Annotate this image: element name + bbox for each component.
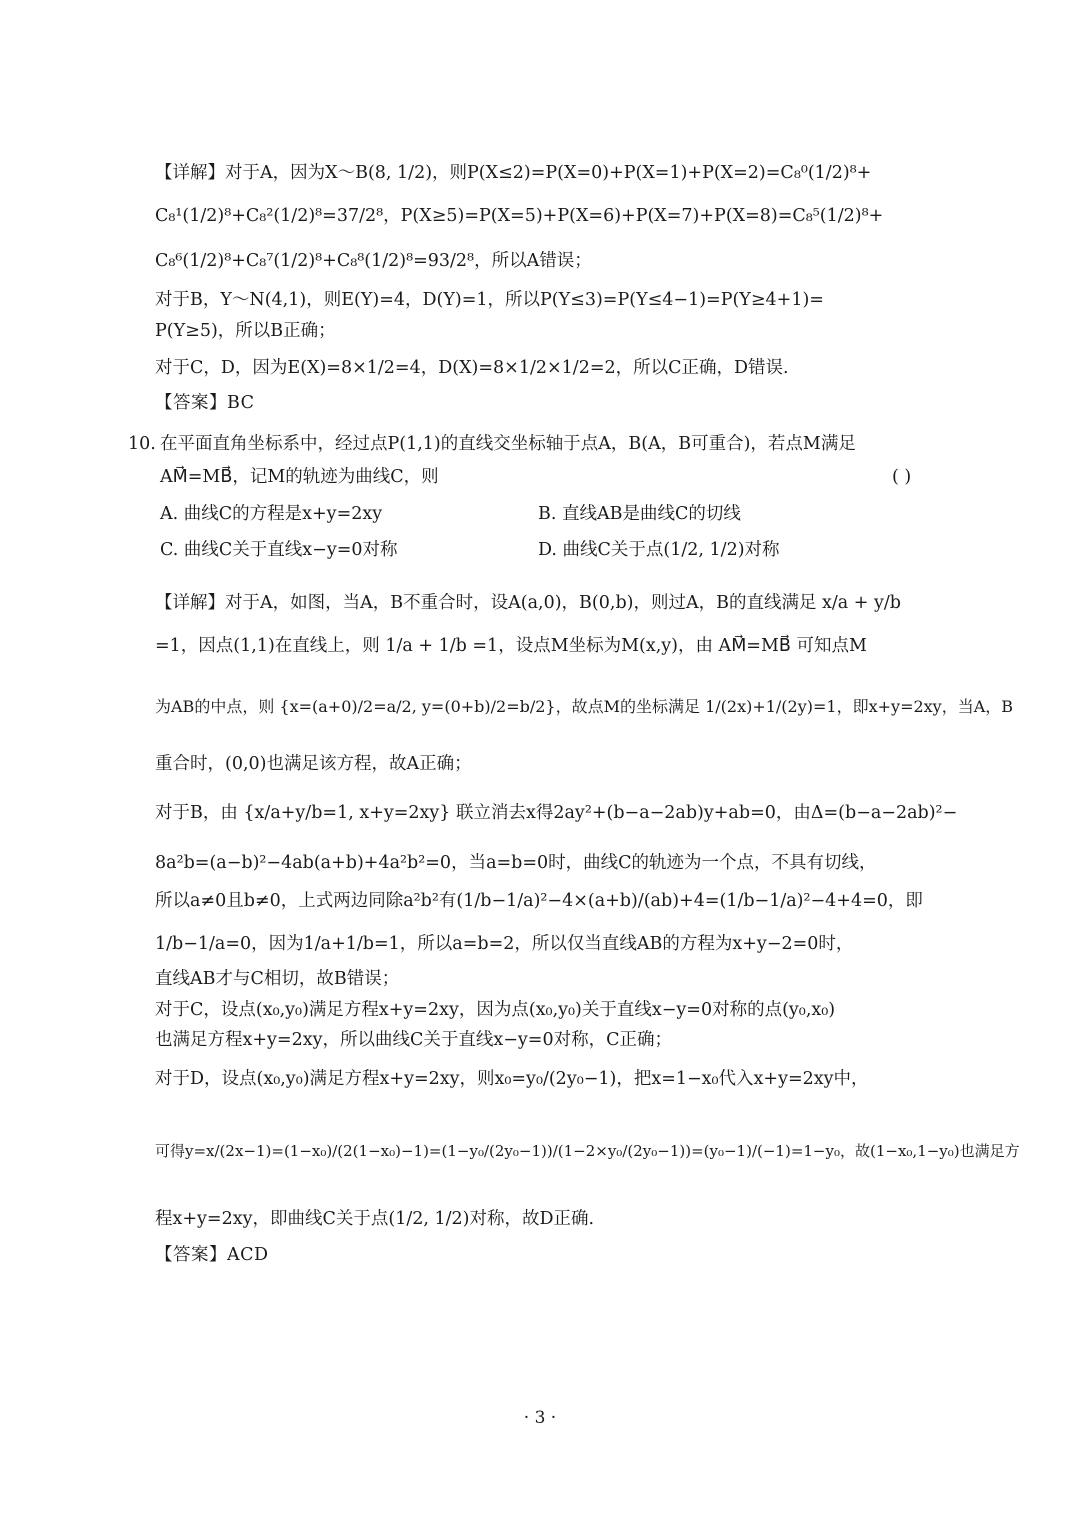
- q10-stem-line-2: AM⃗=MB⃗，记M的轨迹为曲线C，则: [160, 467, 439, 487]
- q9-detail-line-6: 对于C，D，因为E(X)=8×1/2=4，D(X)=8×1/2×1/2=2，所以C正确，D错误.: [155, 358, 789, 378]
- q10-detail-line-5: 对于B，由 {x/a+y/b=1, x+y=2xy} 联立消去x得2ay²+(b−a−2ab)y+ab=0，由Δ=(b−a−2ab)²−: [155, 803, 958, 823]
- q9-detail-line-2: C₈¹(1/2)⁸+C₈²(1/2)⁸=37/2⁸，P(X≥5)=P(X=5)+P(X=6)+P(X=7)+P(X=8)=C₈⁵(1/2)⁸+: [155, 206, 884, 226]
- q10-detail-line-10: 对于C，设点(x₀,y₀)满足方程x+y=2xy，因为点(x₀,y₀)关于直线x−y=0对称的点(y₀,x₀): [155, 1000, 836, 1020]
- q10-number: 10.: [128, 434, 156, 454]
- q10-detail-line-1: 【详解】对于A，如图，当A，B不重合时，设A(a,0)，B(0,b)，则过A，B的直线满足 x/a + y/b: [155, 593, 902, 613]
- q9-answer: 【答案】BC: [155, 393, 255, 413]
- q10-stem-line-1: 在平面直角坐标系中，经过点P(1,1)的直线交坐标轴于点A，B(A，B可重合)，若点M满足: [160, 434, 856, 454]
- q9-detail-line-4: 对于B，Y～N(4,1)，则E(Y)=4，D(Y)=1，所以P(Y≤3)=P(Y≤4−1)=P(Y≥4+1)=: [155, 290, 824, 310]
- q10-detail-line-6: 8a²b=(a−b)²−4ab(a+b)+4a²b²=0，当a=b=0时，曲线C的轨迹为一个点，不具有切线，: [155, 853, 877, 873]
- q10-detail-line-14: 程x+y=2xy，即曲线C关于点(1/2, 1/2)对称，故D正确.: [155, 1209, 595, 1229]
- q9-detail-line-5: P(Y≥5)，所以B正确；: [155, 321, 336, 341]
- option-c: C. 曲线C关于直线x−y=0对称: [160, 540, 398, 560]
- page-number: · 3 ·: [523, 1408, 557, 1428]
- answer-blank: ( ): [892, 467, 912, 487]
- q10-detail-line-4: 重合时，(0,0)也满足该方程，故A正确；: [155, 754, 472, 774]
- q10-detail-line-13: 可得y=x/(2x−1)=(1−x₀)/(2(1−x₀)−1)=(1−y₀/(2y₀−1))/(1−2×y₀/(2y₀−1))=(y₀−1)/(−1)=1−y₀，故(1−x₀,1−y₀)也满足方: [155, 1142, 1020, 1160]
- option-a: A. 曲线C的方程是x+y=2xy: [160, 504, 383, 524]
- q10-detail-line-12: 对于D，设点(x₀,y₀)满足方程x+y=2xy，则x₀=y₀/(2y₀−1)，把x=1−x₀代入x+y=2xy中，: [155, 1069, 869, 1089]
- q9-detail-line-1: 【详解】对于A，因为X～B(8, 1/2)，则P(X≤2)=P(X=0)+P(X=1)+P(X=2)=C₈⁰(1/2)⁸+: [155, 163, 872, 183]
- option-b: B. 直线AB是曲线C的切线: [538, 504, 741, 524]
- q10-detail-line-8: 1/b−1/a=0，因为1/a+1/b=1，所以a=b=2，所以仅当直线AB的方程为x+y−2=0时，: [155, 934, 854, 954]
- q9-detail-line-3: C₈⁶(1/2)⁸+C₈⁷(1/2)⁸+C₈⁸(1/2)⁸=93/2⁸，所以A错误；: [155, 251, 592, 271]
- q10-detail-line-9: 直线AB才与C相切，故B错误；: [155, 969, 400, 989]
- q10-answer: 【答案】ACD: [155, 1245, 269, 1265]
- q10-detail-line-2: =1，因点(1,1)在直线上，则 1/a + 1/b =1，设点M坐标为M(x,y)，由 AM⃗=MB⃗ 可知点M: [155, 636, 867, 656]
- q10-detail-line-3: 为AB的中点，则 {x=(a+0)/2=a/2, y=(0+b)/2=b/2}，故点M的坐标满足 1/(2x)+1/(2y)=1，即x+y=2xy，当A，B: [155, 697, 1014, 716]
- q10-detail-line-7: 所以a≠0且b≠0，上式两边同除a²b²有(1/b−1/a)²−4×(a+b)/(ab)+4=(1/b−1/a)²−4+4=0，即: [155, 891, 923, 911]
- q10-detail-line-11: 也满足方程x+y=2xy，所以曲线C关于直线x−y=0对称，C正确；: [155, 1030, 672, 1050]
- option-d: D. 曲线C关于点(1/2, 1/2)对称: [538, 540, 780, 560]
